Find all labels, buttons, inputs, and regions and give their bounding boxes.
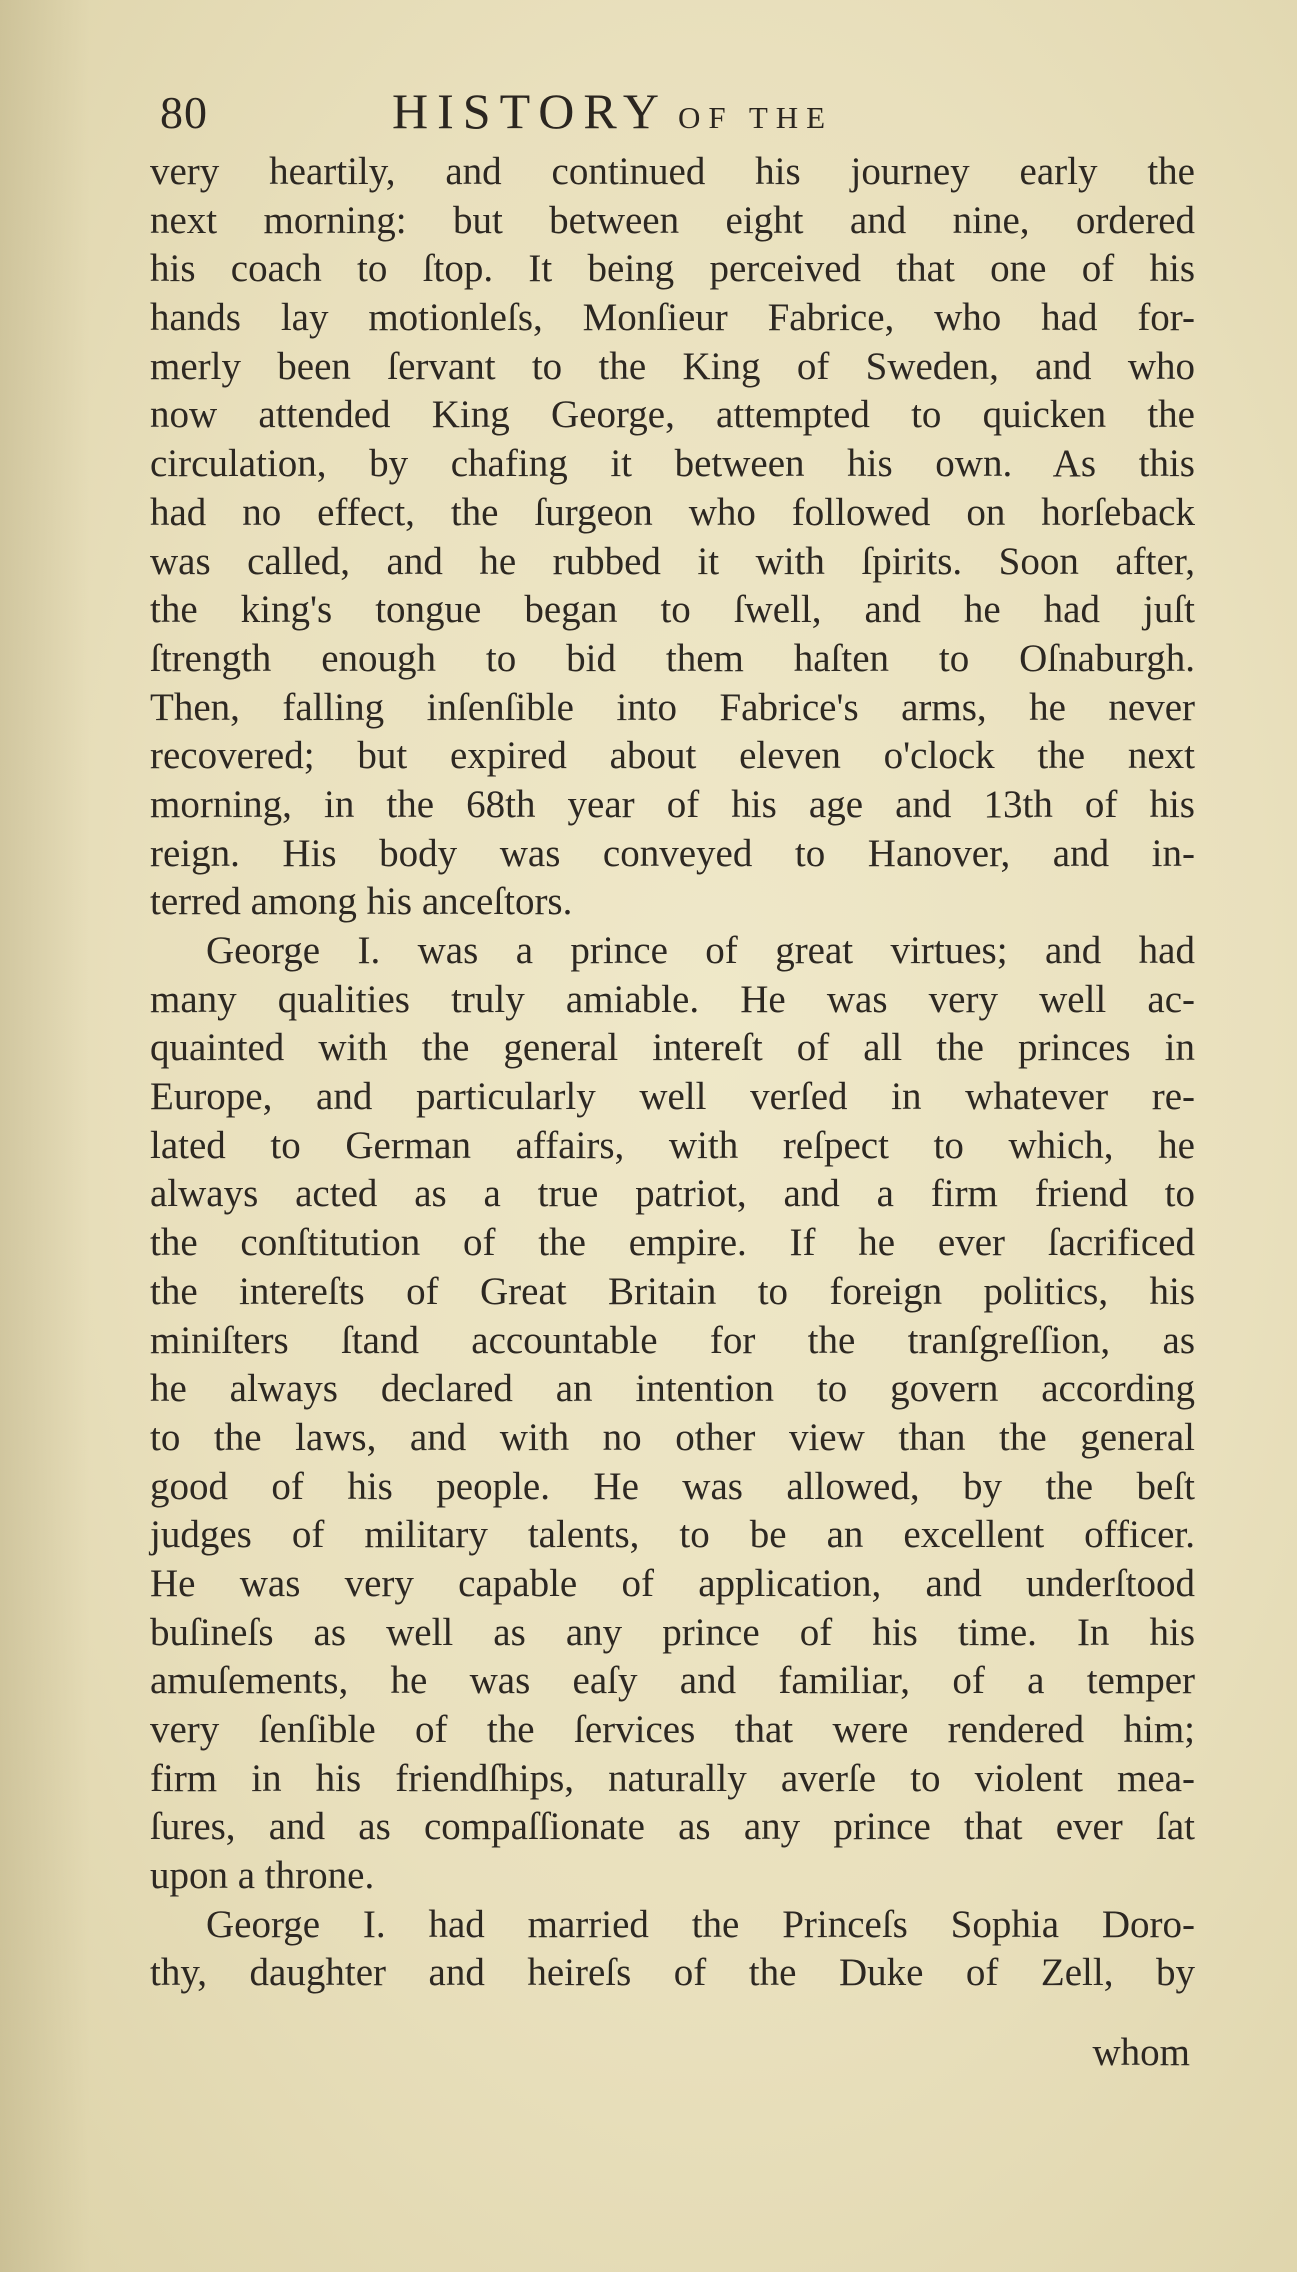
text-line: buſineſs as well as any prince of his time. In his: [150, 1610, 1195, 1654]
text-line: many qualities truly amiable. He was very well ac-: [150, 977, 1195, 1021]
body-text: [150, 148, 1195, 1998]
text-line: always acted as a true patriot, and a firm friend to: [150, 1172, 1195, 1216]
running-title-main: HISTORY: [392, 83, 669, 139]
text-line: merly been ſervant to the King of Sweden, and who: [150, 344, 1195, 388]
text-line: lated to German affairs, with reſpect to which, he: [150, 1123, 1195, 1167]
text-line: miniſters ſtand accountable for the tranſgreſſion, as: [150, 1318, 1195, 1362]
text-line: morning, in the 68th year of his age and 13th of his: [150, 782, 1195, 826]
text-line: the king's tongue began to ſwell, and he had juſt: [150, 588, 1195, 632]
text-line: very ſenſible of the ſervices that were rendered him;: [150, 1708, 1195, 1751]
text-line: recovered; but expired about eleven o'clock the next: [150, 734, 1195, 778]
spine-shadow: [0, 0, 90, 2272]
text-line: ſtrength enough to bid them haſten to Oſnaburgh.: [150, 636, 1195, 680]
text-line: the intereſts of Great Britain to foreign politics, his: [150, 1269, 1195, 1313]
text-line: upon a throne.: [150, 1854, 375, 1898]
text-line: had no effect, the ſurgeon who followed on horſeback: [150, 490, 1195, 534]
text-line: amuſements, he was eaſy and familiar, of a temper: [150, 1659, 1195, 1703]
text-line: now attended King George, attempted to quicken the: [150, 393, 1195, 437]
catchword: whom: [1092, 2031, 1190, 2074]
text-line: to the laws, and with no other view than the general: [150, 1415, 1195, 1459]
text-line: he always declared an intention to govern according: [150, 1367, 1195, 1411]
text-line: George I. had married the Princeſs Sophia Doro-: [206, 1902, 1195, 1946]
text-line: good of his people. He was allowed, by the beſt: [150, 1464, 1195, 1508]
text-line: George I. was a prince of great virtues; and had: [206, 929, 1195, 972]
text-line: the conſtitution of the empire. If he ever ſacrificed: [150, 1221, 1195, 1265]
running-title-small: OF THE: [678, 100, 834, 135]
text-line: He was very capable of application, and underſtood: [150, 1561, 1195, 1605]
text-line: judges of military talents, to be an excellent officer.: [150, 1513, 1195, 1557]
text-line: reign. His body was conveyed to Hanover, and in-: [150, 831, 1195, 875]
text-line: very heartily, and continued his journey early the: [150, 150, 1195, 193]
text-line: firm in his friendſhips, naturally averſe to violent mea-: [150, 1756, 1195, 1800]
text-line: was called, and he rubbed it with ſpirits. Soon after,: [150, 539, 1195, 583]
text-line: Then, falling inſenſible into Fabrice's arms, he never: [150, 685, 1195, 729]
text-line: terred among his anceſtors.: [150, 880, 573, 924]
running-header: [160, 78, 1200, 148]
running-title: [392, 82, 833, 140]
text-line: thy, daughter and heireſs of the Duke of Zell, by: [150, 1951, 1195, 1995]
text-line: hands lay motionleſs, Monſieur Fabrice, who had for-: [150, 296, 1195, 340]
text-line: his coach to ſtop. It being perceived that one of his: [150, 247, 1195, 291]
text-line: circulation, by chafing it between his own. As this: [150, 442, 1195, 486]
text-line: Europe, and particularly well verſed in whatever re-: [150, 1075, 1195, 1119]
text-line: quainted with the general intereſt of all the princes in: [150, 1026, 1195, 1070]
page-number: 80: [160, 87, 208, 138]
text-line: ſures, and as compaſſionate as any prince that ever ſat: [150, 1805, 1195, 1849]
text-line: next morning: but between eight and nine, ordered: [150, 198, 1195, 242]
